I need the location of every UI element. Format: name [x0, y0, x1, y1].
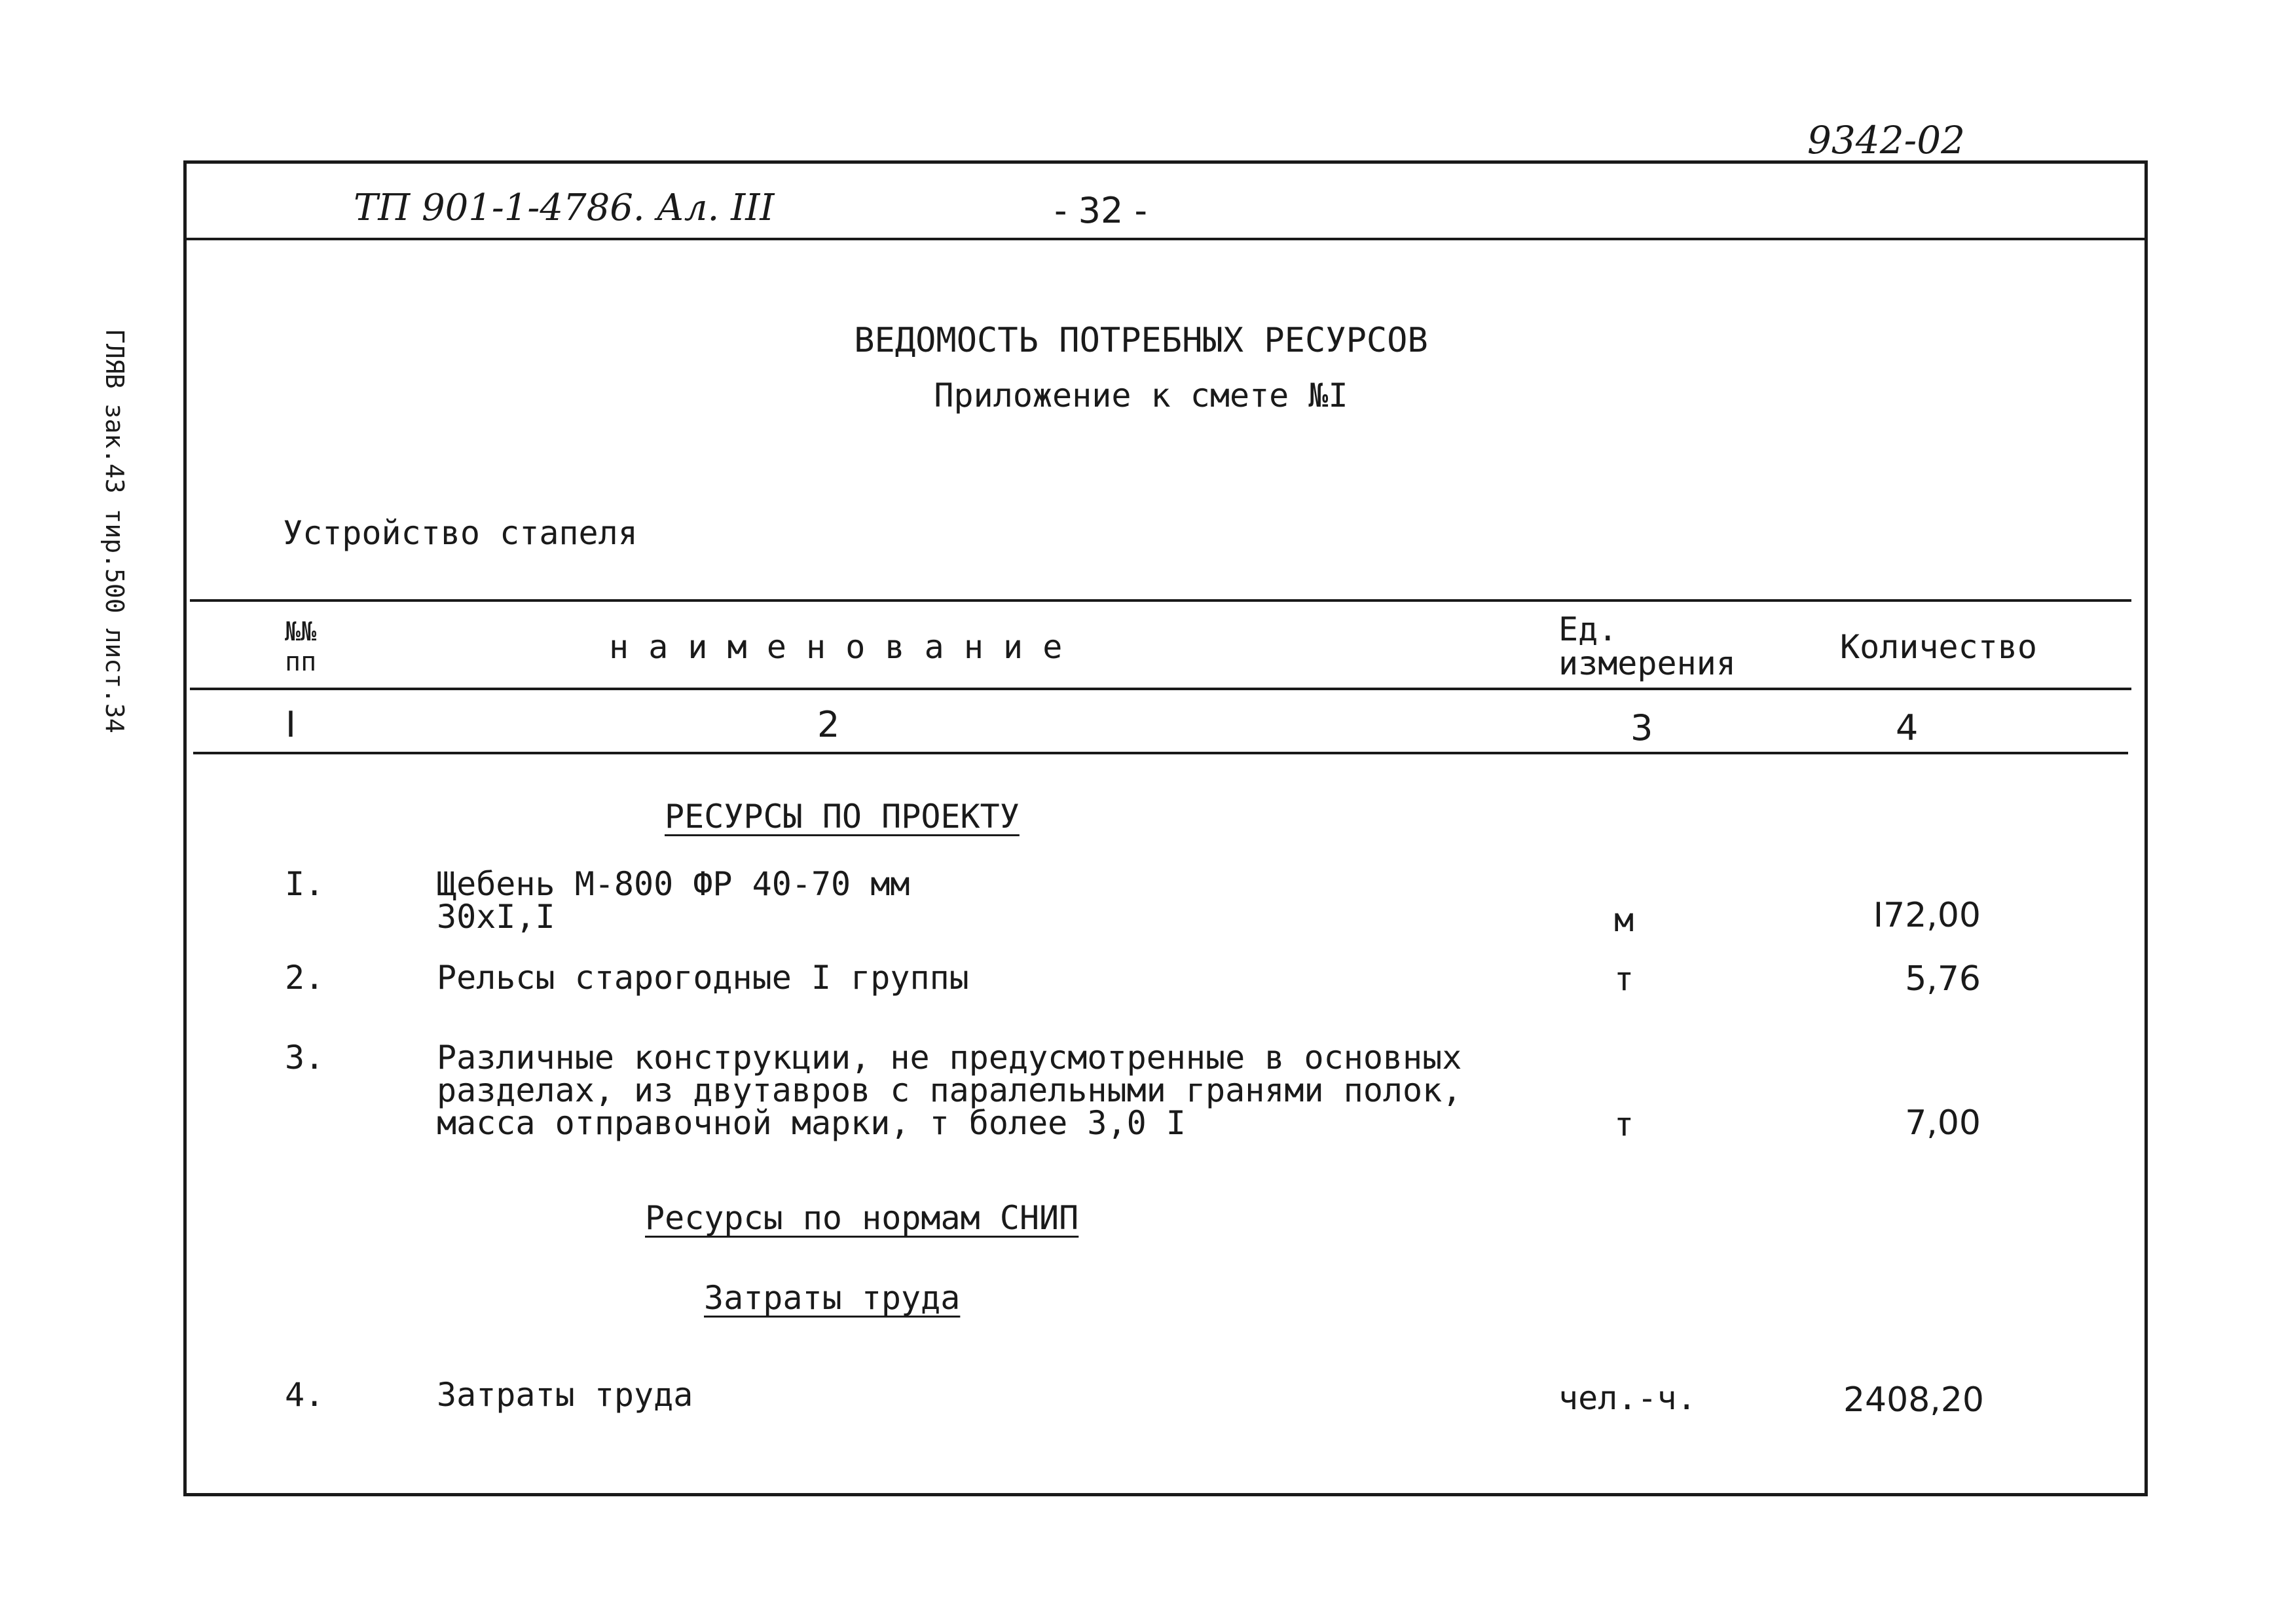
column-number-4: 4	[1896, 707, 1919, 748]
row-2-num: 2.	[285, 959, 325, 997]
row-4-name: Затраты труда	[437, 1376, 693, 1414]
side-print-note: ГЛЯВ зак.43 тир.500 лист.34	[100, 329, 129, 733]
group-heading-project: РЕСУРСЫ ПО ПРОЕКТУ	[665, 798, 1020, 836]
document-subtitle: Приложение к смете №I	[934, 377, 1348, 415]
row-3-qty: 7,00	[1905, 1103, 1981, 1143]
row-3-name: Различные конструкции, не предусмотренные в основных разделах, из двутавров с паралельными гранями полок, масса отправочной марки, т более 3,0 I	[437, 1039, 1462, 1142]
header-quantity: Количество	[1840, 628, 2038, 666]
project-code: ТП 901-1-4786. Ал. III	[354, 187, 775, 229]
row-1-num: I.	[285, 865, 325, 903]
header-name: н а и м е н о в а н и е	[609, 628, 1063, 666]
table-top-rule	[190, 599, 2131, 602]
document-frame	[183, 160, 2148, 1496]
document-title: ВЕДОМОСТЬ ПОТРЕБНЫХ РЕСУРСОВ	[854, 321, 1428, 360]
row-3-num: 3.	[285, 1039, 325, 1077]
row-2-name: Рельсы старогодные I группы	[437, 959, 969, 997]
row-4-num: 4.	[285, 1376, 325, 1414]
group-heading-labor: Затраты труда	[704, 1279, 961, 1317]
row-2-unit: т	[1614, 960, 1634, 998]
group-heading-snip: Ресурсы по нормам СНИП	[645, 1199, 1079, 1237]
row-1-qty: I72,00	[1873, 896, 1981, 935]
row-2-qty: 5,76	[1905, 959, 1981, 999]
header-num: №№ пп	[285, 617, 317, 677]
column-number-3: 3	[1630, 707, 1653, 748]
column-number-2: 2	[817, 704, 840, 745]
row-1-unit: м	[1614, 901, 1634, 939]
row-3-unit: т	[1614, 1105, 1634, 1143]
row-4-unit: чел.-ч.	[1558, 1379, 1697, 1417]
page-number: - 32 -	[1054, 190, 1148, 231]
column-number-1: I	[285, 704, 296, 745]
section-title: Устройство стапеля	[283, 514, 638, 552]
document-code-stamp: 9342-02	[1807, 118, 1966, 162]
row-4-qty: 2408,20	[1843, 1380, 1984, 1420]
table-colnum-rule	[193, 752, 2128, 754]
header-divider	[183, 238, 2148, 240]
header-unit: Ед. измерения	[1558, 610, 1736, 682]
row-1-name: Щебень М-800 ФР 40-70 мм 30хI,I	[437, 865, 910, 936]
table-header-rule	[190, 688, 2131, 690]
